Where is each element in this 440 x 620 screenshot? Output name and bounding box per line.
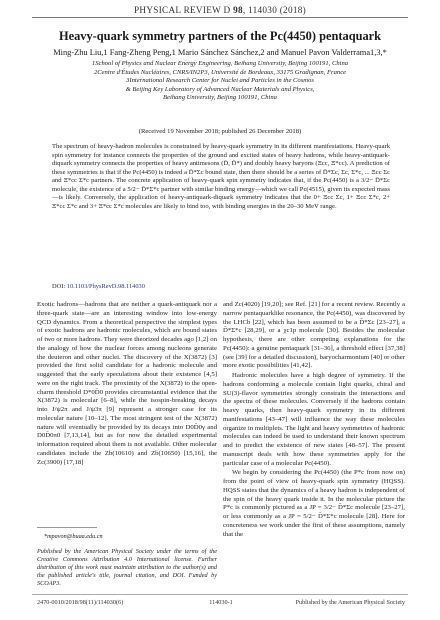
affiliation-3-address: Beihang University, Beijing 100191, China: [163, 94, 277, 102]
abstract: The spectrum of heavy-hadron molecules is constrained by heavy-quark symmetry in its different manifestations. Heavy-quark spin symmetry for instance connects the properties of the ground and excited states of heavy hadrons, while heavy-antiquark-diquark symmetry connects the properties of heavy antimesons (D̄, D̄*) and doubly heavy baryons (Ξcc, Ξ*cc). A prediction of these symmetries is that if the Pc(4450) is indeed a D̄*Σc bound state, then there should be a series of D̄*Σc, Σc, Σ*c, ... Ξcc Σc and Ξ*cc Σ*c partners. The concrete application of heavy-quark spin symmetry indicates that, if the Pc(4450) is a 3/2− D̄*Σc molecule, the existence of a 5/2− D̄*Σ*c partner with similar binding energy—which we call Pc(4515), given its expected mass—is likely. Conversely, the application of heavy-antiquark-diquark symmetry indicates that the 0+ Ξcc Σc, 1+ Ξcc Σ*c, 2+ Ξ*cc Σ*c and 3+ Ξ*cc Σ*c molecules are likely to bind too, with binding energies in the 20–30 MeV range.: [52, 143, 390, 210]
journal-name: PHYSICAL REVIEW D: [134, 5, 231, 15]
footer-page-number: 114030-1: [209, 599, 233, 606]
header-rule: [32, 17, 408, 18]
corresponding-email[interactable]: *mpavon@buaa.edu.cn: [44, 533, 103, 540]
body-paragraph: Exotic hadrons—hadrons that are neither a quark-antiquark nor a three-quark state—are an interesting window into low-energy QCD dynamics. From a theoretical perspective the simplest types of exotic hadrons are hadronic molecules, which are bound states of two or more hadrons. They were theorized decades ago [1,2] on the analogy of how the nuclear forces among nucleons generate the deuteron and other nuclei. The discovery of the X(3872) [3] provided the first solid candidate for a hadronic molecule and suggested that the early speculations about their existence [4,5] were on the right track. The proximity of the X(3872) to the open-charm threshold D*0D̄0 provides circumstantial evidence that the X(3872) is molecular [6–8], while the isospin-breaking decays into J/ψ2π and J/ψ3π [9] represent a stronger case for its molecular nature [10–12]. The most stringent test of the X(3872) nature will eventually be provided by its decays into D0D̄0γ and D0D̄0π0 [7,13,14], but as for now the detailed experimental information required about them is not available. Other molecular candidates include the Zb(10610) and Zb(10650) [15,16], the Zc(3900) [17,18]: [37, 301, 217, 466]
journal-header: PHYSICAL REVIEW D 98, 114030 (2018): [134, 5, 306, 15]
affiliation-2: 2Centre d'Études Nucléaires, CNRS/IN2P3, Université de Bordeaux, 33175 Gradignan, France: [93, 68, 347, 76]
affiliations: [0, 60, 440, 103]
journal-volume: 98: [233, 5, 243, 15]
footer-rule: [32, 594, 408, 595]
footer-publisher: Published by the American Physical Society: [295, 599, 405, 606]
body-column-right: [223, 301, 405, 539]
article-page: 114030 (2018): [248, 5, 306, 15]
received-date: (Received 19 November 2018; published 26 December 2018): [138, 128, 302, 135]
affiliation-3: 3International Research Center for Nuclei and Particles in the Cosmos: [126, 77, 314, 85]
body-paragraph: We begin by considering the Pc(4450) (the P*c from now on) from the point of view of heavy-quark spin symmetry (HQSS). HQSS states that the dynamics of a heavy hadron is independent of the spin of the heavy quark inside it. In the molecular picture the P*c is commonly pictured as a JP = 3/2− D̄*Σc molecule [23–27], or less commonly as a JP = 5/2− D̄*Σ*c molecule [28]. Here for concreteness we work under the first of these assumptions, namely that the: [223, 469, 405, 538]
body-paragraph: and Zc(4020) [19,20]; see Ref. [21] for a recent review. Recently a narrow pentaquarklike resonance, the Pc(4450), was discovered by the LHCb [22], which has been assumed to be a D̄*Σc [23–27], a D̄*Σ*c [28,29], or a χc1p molecule [30]. Besides the molecular hypothesis, there are other competing explanations for the Pc(4450): a genuine pentaquark [31–36], a threshold effect [37,38] (see [39] for a detailed discussion), baryocharmonium [40] or other more exotic possibilities [41,42].: [223, 301, 405, 370]
license-notice: Published by the American Physical Society under the terms of the Creative Commons Attribution 4.0 International license. Further distribution of this work must maintain attribution to the author(s) and the published article's title, journal citation, and DOI. Funded by SCOAP3.: [37, 548, 217, 587]
footer-issn: 2470-0010/2018/98(11)/114030(6): [37, 599, 124, 606]
affiliation-1: 1School of Physics and Nuclear Energy Engineering, Beihang University, Beijing 100191, China: [91, 60, 349, 67]
doi-label: DOI:: [52, 283, 66, 290]
doi-line: [52, 283, 145, 290]
body-column-left: [37, 301, 217, 467]
body-paragraph: Hadronic molecules have a high degree of symmetry. If the hadrons conforming a molecule contain light quarks, chiral and SU(3)-flavor symmetries strongly constrain the interactions and the spectra of these molecules. Conversely if the hadrons contain heavy quarks, then heavy-quark symmetry in its different manifestations [43–47] will influence the way these molecules organize in multiplets. The light and heavy symmetries of hadronic molecules can indeed be used to understand their known spectrum and to predict the existence of new states [48–57]. The present manuscript deals with how these symmetries apply for the particular case of a molecular Pc(4450).: [223, 372, 405, 467]
affiliation-3-cont: & Beijing Key Laboratory of Advanced Nuclear Materials and Physics,: [125, 85, 315, 93]
footnote-rule: [37, 527, 97, 528]
paper-title: Heavy-quark symmetry partners of the Pc(4450) pentaquark: [58, 29, 382, 43]
author-list: Ming-Zhu Liu,1 Fang-Zheng Peng,1 Mario Sánchez Sánchez,2 and Manuel Pavon Valderrama1,3,*: [53, 48, 387, 57]
doi-link[interactable]: 10.1103/PhysRevD.98.114030: [66, 283, 145, 290]
